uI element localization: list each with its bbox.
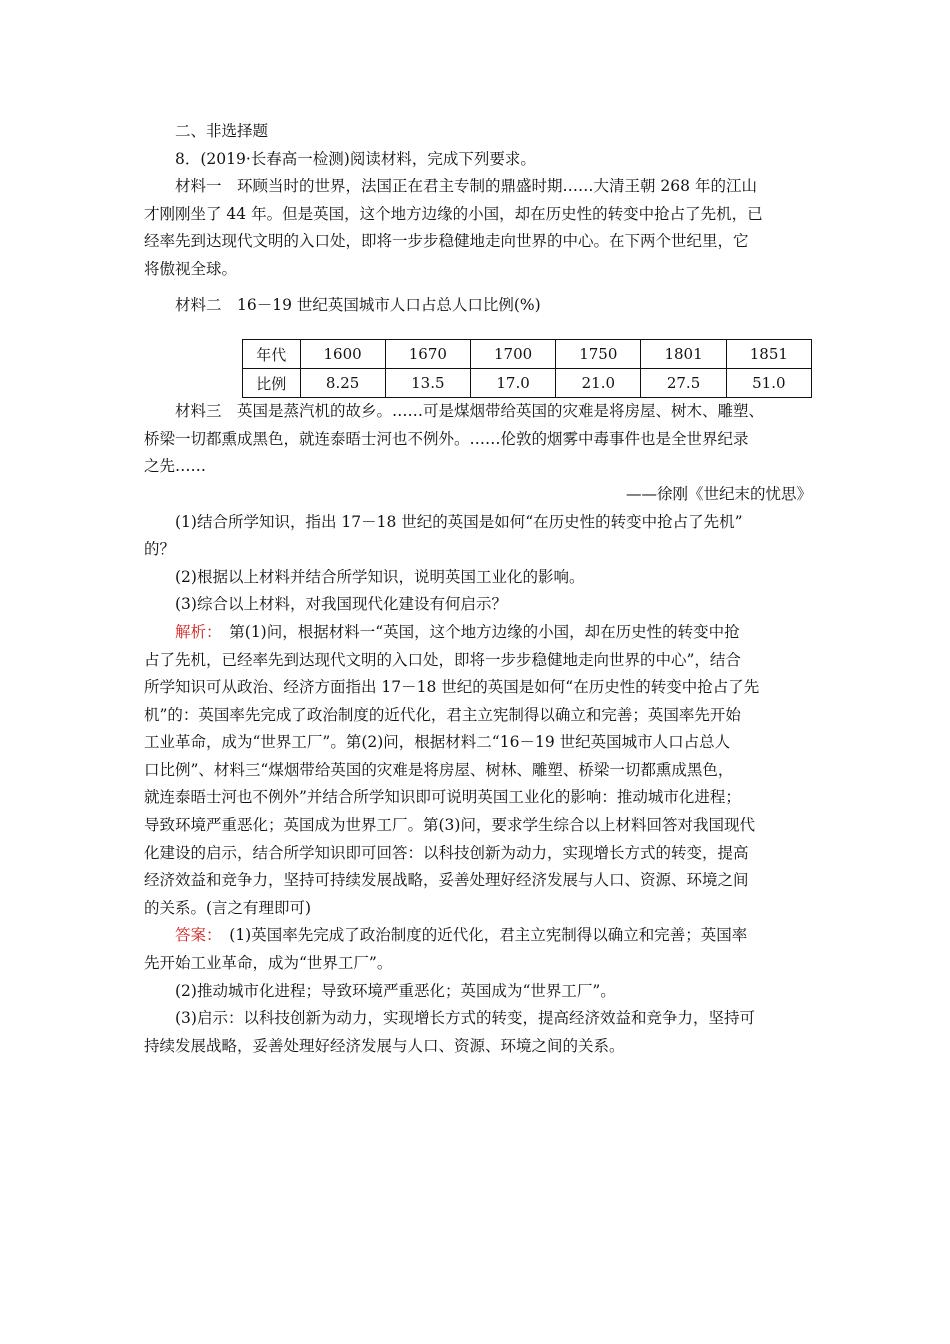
material-one (144, 173, 812, 283)
table-cell: 1750 (556, 340, 641, 369)
table-cell: 1851 (726, 340, 811, 369)
table-cell: 1670 (385, 340, 470, 369)
sub-question-line: 的？ (144, 540, 176, 559)
answer-line: 持续发展战略，妥善处理好经济发展与人口、资源、环境之间的关系。 (144, 1036, 625, 1055)
table-row (243, 369, 812, 398)
analysis-line: 占了先机，已经率先到达现代文明的入口处，即将一步步稳健地走向世界的中心”，结合 (144, 650, 741, 669)
table-row (243, 340, 812, 369)
answer-text: (1)英国率先完成了政治制度的近代化，君主立宪制得以确立和完善；英国率 (213, 926, 748, 945)
analysis-line: 就连泰晤士河也不例外”并结合所学知识即可说明英国工业化的影响：推动城市化进程； (144, 788, 741, 807)
material-two-title: 材料二 16－19 世纪英国城市人口占总人口比例(%) (175, 295, 541, 314)
sub-question-2: (2)根据以上材料并结合所学知识，说明英国工业化的影响。 (175, 567, 585, 586)
material-three-line: 材料三 英国是蒸汽机的故乡。……可是煤烟带给英国的灾难是将房屋、树木、雕塑、 (175, 402, 765, 421)
table-header-cell: 比例 (243, 369, 301, 398)
answer-line: 先开始工业革命，成为“世界工厂”。 (144, 954, 393, 973)
answer-first-line (144, 922, 812, 950)
answer-line: (2)推动城市化进程；导致环境严重恶化；英国成为“世界工厂”。 (175, 981, 616, 1000)
analysis-line: 工业革命，成为“世界工厂”。第(2)问，根据材料二“16－19 世纪英国城市人口占总人 (144, 733, 731, 752)
population-table-wrapper (144, 339, 812, 398)
table-header-cell: 年代 (243, 340, 301, 369)
material-one-line: 材料一 环顾当时的世界，法国正在君主专制的鼎盛时期……大清王朝 268 年的江山 (175, 177, 757, 196)
table-cell: 1600 (300, 340, 385, 369)
material-three-line: 桥梁一切都熏成黑色，就连泰晤士河也不例外。……伦敦的烟雾中毒事件也是全世界纪录 (144, 429, 749, 448)
table-cell: 21.0 (556, 369, 641, 398)
analysis-line: 化建设的启示，结合所学知识即可回答：以科技创新为动力，实现增长方式的转变，提高 (144, 843, 749, 862)
answer-label: 答案： (175, 926, 214, 945)
table-cell: 17.0 (470, 369, 555, 398)
question-block (144, 118, 812, 1060)
material-one-line: 才刚刚坐了 44 年。但是英国，这个地方边缘的小国，却在历史性的转变中抢占了先机，已 (144, 204, 763, 223)
table-cell: 27.5 (641, 369, 726, 398)
analysis-label: 解析： (175, 622, 214, 641)
table-cell: 8.25 (300, 369, 385, 398)
table-cell: 13.5 (385, 369, 470, 398)
analysis-line: 口比例”、材料三“煤烟带给英国的灾难是将房屋、树林、雕塑、桥梁一切都熏成黑色， (144, 760, 734, 779)
sub-question-line: (1)结合所学知识，指出 17－18 世纪的英国是如何“在历史性的转变中抢占了先机” (175, 512, 743, 531)
source-citation: ——徐刚《世纪末的忧思》 (625, 484, 812, 503)
table-cell: 51.0 (726, 369, 811, 398)
table-cell: 1700 (470, 340, 555, 369)
analysis-section (144, 619, 812, 923)
material-three (144, 398, 812, 481)
material-one-line: 将傲视全球。 (144, 259, 238, 278)
answer-line: (3)启示：以科技创新为动力，实现增长方式的转变，提高经济效益和竞争力，坚持可 (175, 1009, 755, 1028)
table-cell: 1801 (641, 340, 726, 369)
sub-question-3: (3)综合以上材料，对我国现代化建设有何启示？ (175, 595, 507, 614)
population-table (242, 339, 812, 398)
analysis-line: 经济效益和竞争力，坚持可持续发展战略，妥善处理好经济发展与人口、资源、环境之间 (144, 871, 749, 890)
section-title: 二、非选择题 (175, 122, 269, 140)
analysis-line: 导致环境严重恶化；英国成为世界工厂。第(3)问，要求学生综合以上材料回答对我国现代 (144, 816, 755, 835)
material-one-line: 经率先到达现代文明的入口处，即将一步步稳健地走向世界的中心。在下两个世纪里，它 (144, 232, 749, 251)
analysis-line: 的关系。(言之有理即可) (144, 898, 312, 917)
material-three-line: 之先…… (144, 457, 207, 476)
analysis-line: 所学知识可从政治、经济方面指出 17－18 世纪的英国是如何“在历史性的转变中抢占了先 (144, 678, 760, 697)
analysis-line: 机”的：英国率先完成了政治制度的近代化，君主立宪制得以确立和完善；英国率先开始 (144, 705, 741, 724)
question-stem: 8．(2019·长春高一检测)阅读材料，完成下列要求。 (175, 149, 536, 168)
analysis-text: 第(1)问，根据材料一“英国，这个地方边缘的小国，却在历史性的转变中抢 (213, 622, 740, 641)
sub-question-1 (144, 509, 812, 564)
analysis-first-line (144, 619, 812, 647)
answer-section (144, 922, 812, 1060)
